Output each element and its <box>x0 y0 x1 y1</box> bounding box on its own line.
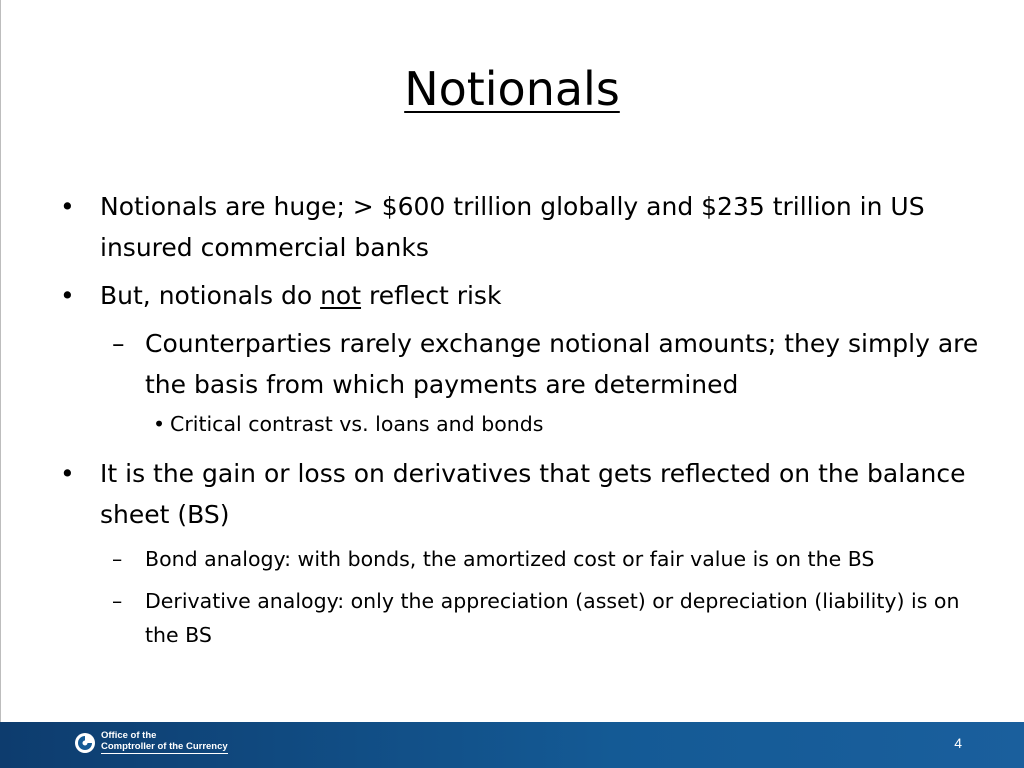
sub-bullet-item <box>100 542 980 576</box>
bullet-text: It is the gain or loss on derivatives that gets reflected on the balance sheet (BS) <box>100 459 966 529</box>
bullet-marker: • <box>60 192 75 221</box>
bullet-item <box>60 186 980 268</box>
bullet-text-pre: But, notionals do <box>100 281 321 310</box>
bullet-item <box>60 453 980 535</box>
page-number: 4 <box>954 735 962 751</box>
sub-bullet-text: Bond analogy: with bonds, the amortized cost or fair value is on the BS <box>145 547 875 571</box>
logo-line-1: Office of the <box>101 730 157 741</box>
dash-marker: – <box>112 547 123 571</box>
bullet-text: Notionals are huge; > $600 trillion globally and $235 trillion in US insured commercial banks <box>100 192 925 262</box>
bullet-text-emphasis: not <box>320 281 362 310</box>
bullet-marker: • <box>60 281 75 310</box>
sub-sub-bullet-item <box>145 407 980 441</box>
sub-bullet-text: Derivative analogy: only the appreciation (asset) or depreciation (liability) is on the BS <box>145 589 960 647</box>
footer-bar <box>0 722 1024 768</box>
slide-title: Notionals <box>404 62 620 116</box>
sub-bullet-item <box>100 323 980 405</box>
dash-marker: – <box>112 329 125 358</box>
dash-marker: – <box>112 589 123 613</box>
sub-sub-bullet-text: Critical contrast vs. loans and bonds <box>170 412 544 436</box>
logo-wordmark <box>101 731 228 754</box>
bullet-marker: • <box>60 459 75 488</box>
logo-line-2: Comptroller of the Currency <box>101 742 228 755</box>
sub-bullet-text: Counterparties rarely exchange notional amounts; they simply are the basis from which payments are determined <box>145 329 979 399</box>
occ-logo <box>74 731 228 754</box>
bullet-item <box>60 275 980 316</box>
occ-logo-icon <box>74 732 96 754</box>
bullet-marker: • <box>153 412 166 436</box>
bullet-text-post: reflect risk <box>361 281 502 310</box>
slide-body <box>60 186 980 660</box>
sub-bullet-item <box>100 584 980 652</box>
